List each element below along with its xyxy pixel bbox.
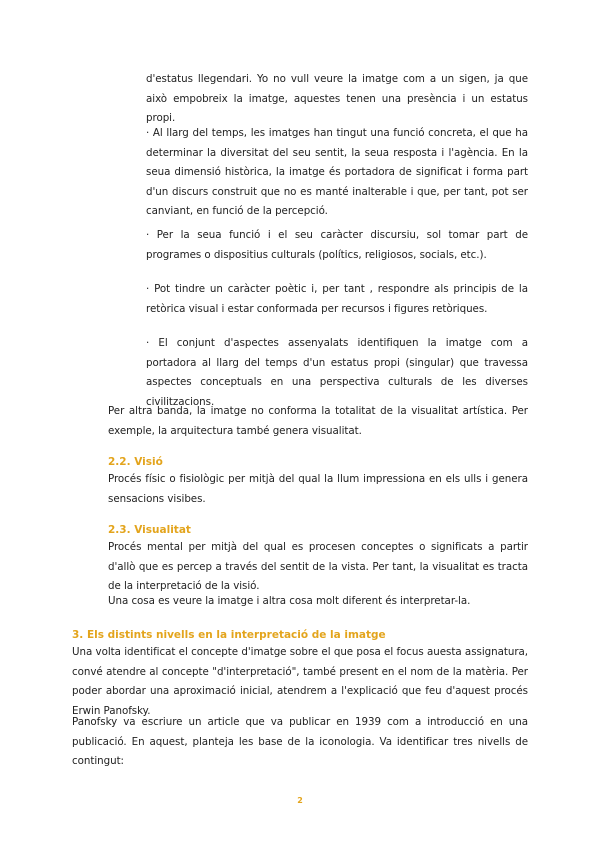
heading-interpretation-levels: 3. Els distints nivells en la interpretació de la imatge [72,629,386,641]
vision-text: Procés físic o fisiològic per mitjà del qual la llum impressiona en els ulls i genera sensacions visibes. [108,473,528,505]
bullet-discursive: · Per la seua funció i el seu caràcter discursiu, sol tomar part de programes o dispositius culturals (polítics, religiosos, socials, etc.). [146,229,528,261]
visuality-text: Procés mental per mitjà del qual es procesen conceptes o significats a partir d'allò que es percep a través del sentit de la vista. Per tant, la visualitat es tracta de la interpretació de la visió. [108,541,528,593]
interpretation-text: Una volta identificat el concepte d'imatge sobre el que posa el focus auesta assignatura, convé atendre al concepte "d'interpretació", també present en el nom de la matèria. Per poder abordar una aproximació inicial, atendrem a l'explicació que feu d'aquest procés Erwin Panofsky. [72,646,528,717]
visuality-text-2: Una cosa es veure la imatge i altra cosa molt diferent és interpretar-la. [108,595,471,607]
panofsky-text: Panofsky va escriure un article que va publicar en 1939 com a introducció en una publicació. En aquest, planteja les base de la iconologia. Va identificar tres nivells de contingut: [72,716,528,768]
bullet-summary: · El conjunt d'aspectes assenyalats identifiquen la imatge com a portadora al llarg del temps d'un estatus propi (singular) que travessa aspectes conceptuals en una perspectiva culturals de les diverses civilitzacions. [146,337,528,408]
heading-vision: 2.2. Visió [108,456,163,468]
bullet-continuation: d'estatus llegendari. Yo no vull veure la imatge com a un sigen, ja que això empobreix la imatge, aquestes tenen una presència i un estatus propi. [146,73,528,125]
bullet-function: · Al llarg del temps, les imatges han tingut una funció concreta, el que ha determinar la diversitat del seu sentit, la seua resposta i l'agència. En la seua dimensió històrica, la imatge és portadora de significat i forma part d'un discurs construit que no es manté inalterable i que, per tant, pot ser canviant, en funció de la percepció. [146,127,528,218]
paragraph-other: Per altra banda, la imatge no conforma la totalitat de la visualitat artística. Per exemple, la arquitectura també genera visualitat. [108,405,528,437]
page-number: 2 [297,796,303,805]
bullet-poetic: · Pot tindre un caràcter poètic i, per tant , respondre als principis de la retòrica visual i estar conformada per recursos i figures retòriques. [146,283,528,315]
heading-visuality: 2.3. Visualitat [108,524,191,536]
